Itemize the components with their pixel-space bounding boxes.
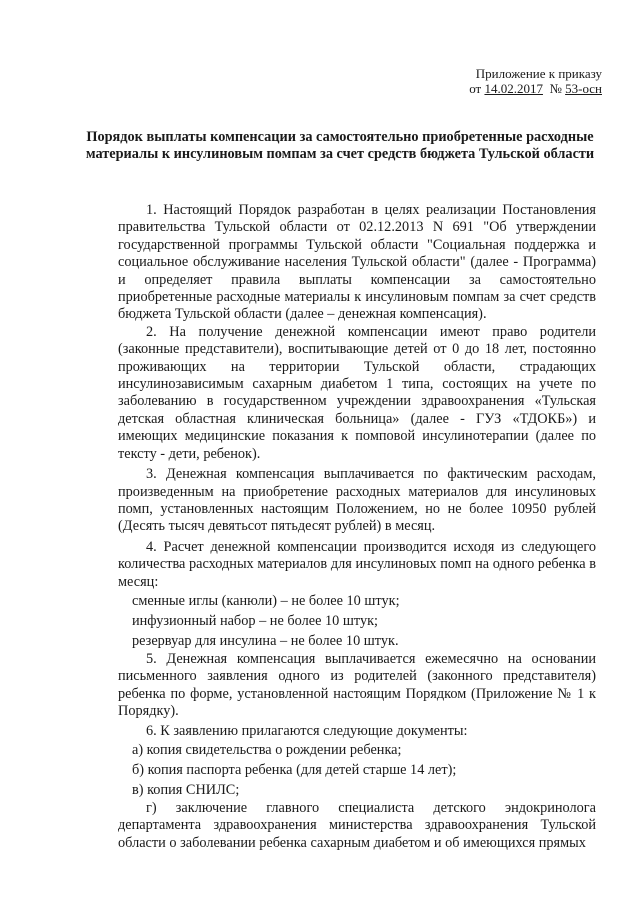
documents-list: [118, 740, 596, 800]
appendix-line2: [469, 81, 602, 96]
list-item: б) копия паспорта ребенка (для детей старше 14 лет);: [132, 761, 457, 778]
appendix-note: [469, 66, 602, 96]
list-item: в) копия СНИЛС;: [132, 781, 240, 798]
appendix-no: №: [549, 81, 562, 96]
appendix-date: 14.02.2017: [484, 81, 543, 96]
paragraph-3: 3. Денежная компенсация выплачивается по фактическим расходам, произведенным на приобретение расходных материалов для инсулиновых помп, установленных настоящим Положением, но не более 10950 рублей (Десять тысяч девятьсот пятьдесят рублей) в месяц.: [118, 466, 596, 535]
appendix-number: 53-осн: [565, 81, 602, 96]
appendix-line1: Приложение к приказу: [475, 66, 602, 81]
paragraph-2: 2. На получение денежной компенсации имеют право родители (законные представители), воспитывающие детей от 0 до 18 лет, постоянно проживающих на территории Тульской области, страдающих инсулинозависимым сахарным диабетом 1 типа, состоящих на учете по заболеванию в государственном учреждении здравоохранения «Тульская детская областная клиническая больница» (далее - ГУЗ «ТДОКБ») и имеющих медицинские показания к помповой инсулинотерапии (далее по тексту - дети, ребенок).: [118, 323, 596, 462]
document-title: Порядок выплаты компенсации за самостоятельно приобретенные расходные материалы к инсулиновым помпам за счет средств бюджета Тульской области: [85, 129, 595, 162]
paragraph-5: 5. Денежная компенсация выплачивается ежемесячно на основании письменного заявления одного из родителей (законного представителя) ребенка по форме, установленной настоящим Порядком (Приложение № 1 к Порядку).: [118, 650, 596, 720]
paragraph-6: 6. К заявлению прилагаются следующие документы:: [146, 722, 468, 739]
paragraph-4: 4. Расчет денежной компенсации производится исходя из следующего количества расходных материалов для инсулиновых помп на одного ребенка в месяц:: [118, 538, 596, 590]
paragraph-g: г) заключение главного специалиста детского эндокринолога департамента здравоохранения министерства здравоохранения Тульской области о заболевании ребенка сахарным диабетом и об имеющихся прямых: [118, 799, 596, 851]
paragraph-1: 1. Настоящий Порядок разработан в целях реализации Постановления правительства Тульской области от 02.12.2013 N 691 "Об утверждении государственной программы Тульской области "Социальная поддержка и социальное обслуживание населения Тульской области" (далее - Программа) и определяет правила выплаты компенсации за самостоятельно приобретенные расходные материалы к инсулиновым помпам за счет средств бюджета Тульской области (далее – денежная компенсация).: [118, 202, 596, 323]
materials-list: [118, 591, 596, 651]
list-item: резервуар для инсулина – не более 10 штук.: [132, 632, 399, 649]
list-item: а) копия свидетельства о рождении ребенка;: [132, 741, 402, 758]
document-body: [118, 202, 596, 852]
list-item: инфузионный набор – не более 10 штук;: [132, 612, 379, 629]
list-item: сменные иглы (канюли) – не более 10 штук;: [132, 592, 400, 609]
appendix-from: от: [469, 81, 482, 96]
